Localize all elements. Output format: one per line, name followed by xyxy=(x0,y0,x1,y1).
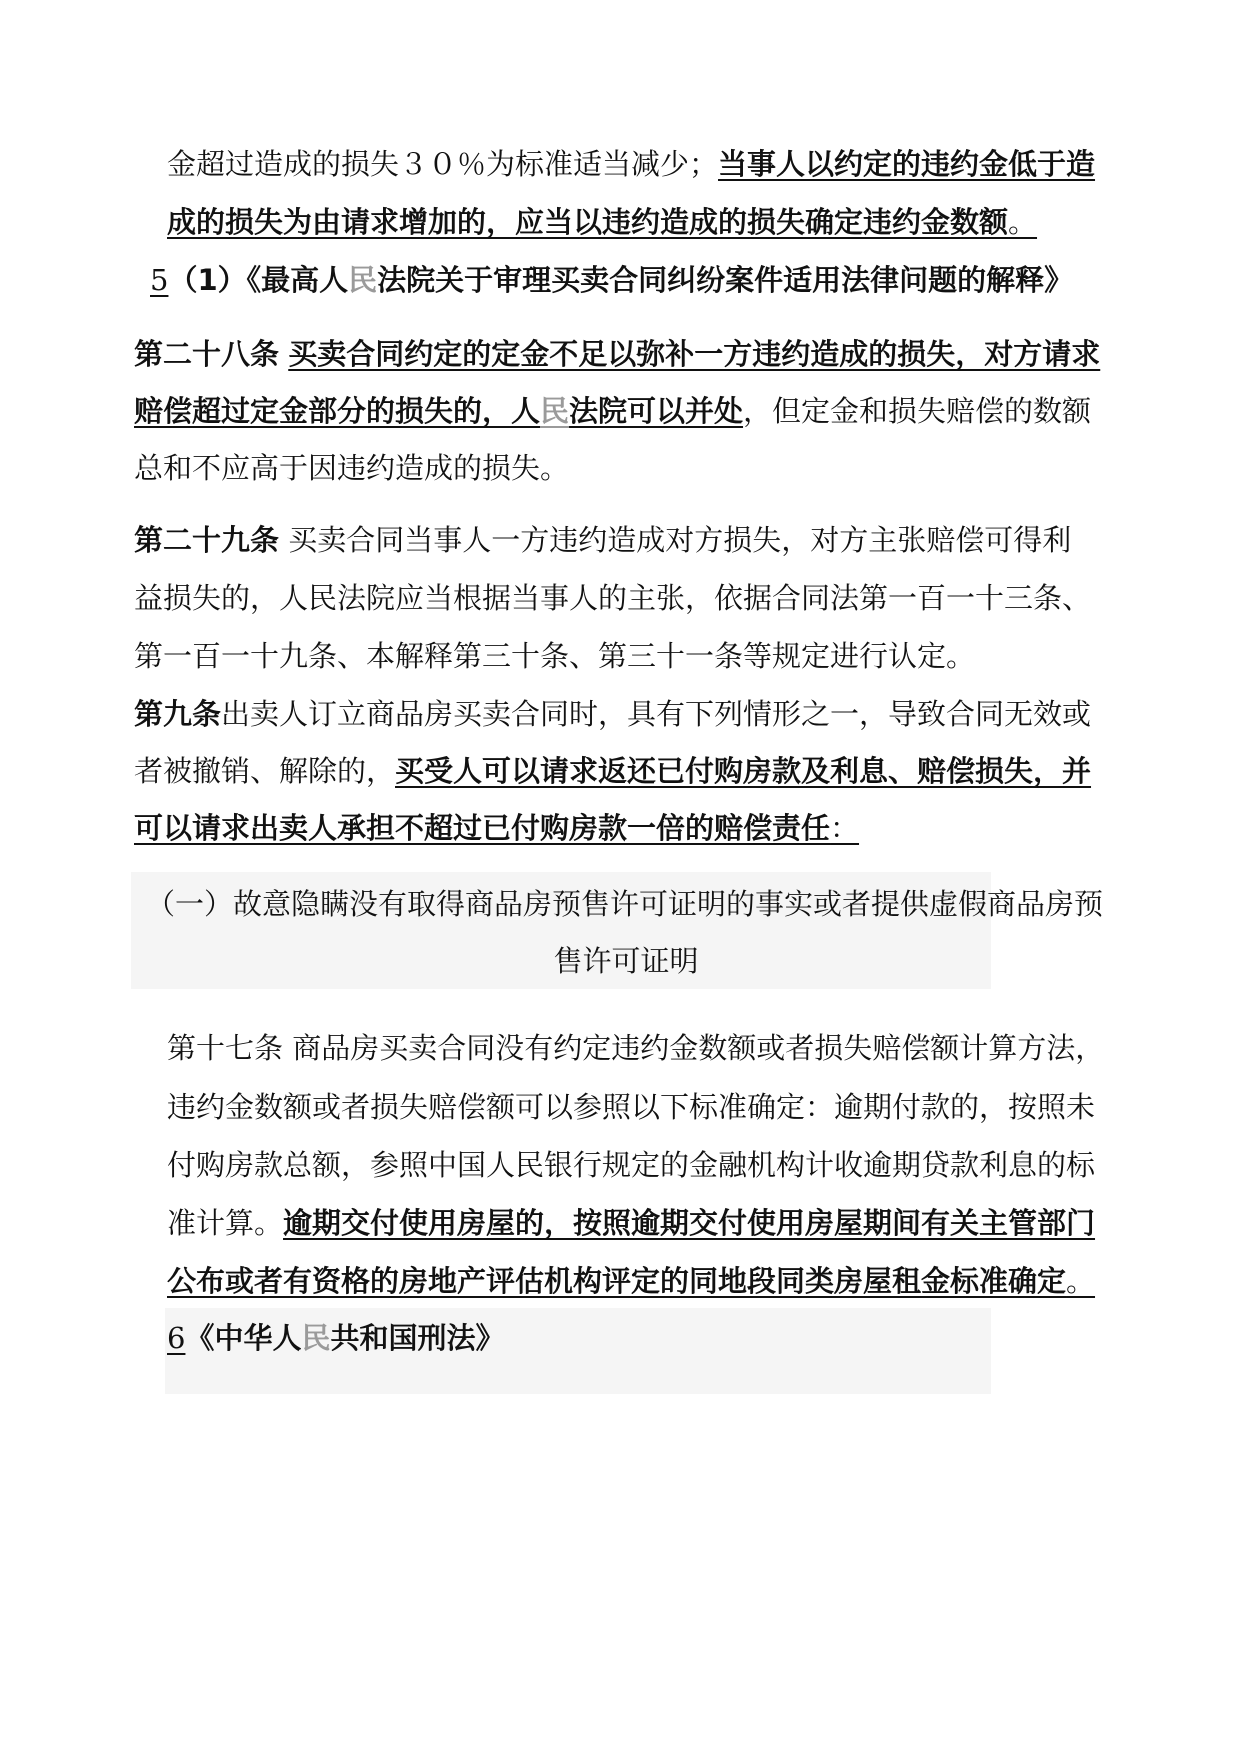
emphasis: 公布或者有资格的房地产评估机构评定的同地段同类房屋租金标准确定 xyxy=(167,1264,1067,1298)
emphasis: 买受人可以请求返还已付购房款及利息、赔偿损失，并 xyxy=(395,754,1092,788)
article-29-line2: 益损失的，人民法院应当根据当事人的主张，依据合同法第一百一十三条、 xyxy=(134,581,1092,615)
article-17-line3: 付购房款总额，参照中国人民银行规定的金融机构计收逾期贷款利息的标 xyxy=(167,1148,1096,1182)
para-continuation-line1: 金超过造成的损失３０％为标准适当减少；当事人以约定的违约金低于造 xyxy=(167,147,1096,181)
emphasis: 可以请求出卖人承担不超过已付购房款一倍的赔偿责任 xyxy=(134,811,831,845)
article-heading: 第二十八条 xyxy=(134,337,280,371)
article-28-line1 xyxy=(134,334,1100,374)
para-continuation-line2: 成的损失为由请求增加的，应当以违约造成的损失确定违约金数额。 xyxy=(167,205,1038,239)
emphasis: 成的损失为由请求增加的，应当以违约造成的损失确定违约金数额 xyxy=(167,205,1009,239)
footnote-link[interactable]: 5 xyxy=(150,263,169,297)
article-heading: 第九条 xyxy=(134,697,222,731)
article-heading: 第二十九条 xyxy=(134,523,280,557)
article-9-line3: 可以请求出卖人承担不超过已付购房款一倍的赔偿责任： xyxy=(134,811,860,845)
item-1-line2: 售许可证明 xyxy=(553,944,699,978)
section5-heading: 5（1）《最高人民法院关于审理买卖合同纠纷案件适用法律问题的解释》 xyxy=(150,263,1074,297)
emphasis: 逾期交付使用房屋的，按照逾期交付使用房屋期间有关主管部门 xyxy=(283,1206,1096,1240)
article-17-line1: 第十七条 商品房买卖合同没有约定违约金数额或者损失赔偿额计算方法， xyxy=(167,1031,1105,1065)
article-17-line4: 准计算。逾期交付使用房屋的，按照逾期交付使用房屋期间有关主管部门 xyxy=(167,1206,1096,1240)
emphasis: 买卖合同约定的定金不足以弥补一方违约造成的损失，对方请求 xyxy=(288,337,1101,371)
footnote-link[interactable]: 6 xyxy=(167,1321,186,1355)
article-29-line1: 第二十九条 买卖合同当事人一方违约造成对方损失，对方主张赔偿可得利 xyxy=(134,523,1072,557)
article-17-line2: 违约金数额或者损失赔偿额可以参照以下标准确定：逾期付款的，按照未 xyxy=(167,1090,1096,1124)
section6-heading: 6《中华人民共和国刑法》 xyxy=(167,1321,505,1355)
article-29-line3: 第一百一十九条、本解释第三十条、第三十一条等规定进行认定。 xyxy=(134,639,976,673)
article-9-line1: 第九条出卖人订立商品房买卖合同时，具有下列情形之一，导致合同无效或 xyxy=(134,697,1092,731)
article-28-line3: 总和不应高于因违约造成的损失。 xyxy=(134,451,570,485)
article-9-line2: 者被撤销、解除的，买受人可以请求返还已付购房款及利息、赔偿损失，并 xyxy=(134,754,1092,788)
article-28-line2: 赔偿超过定金部分的损失的，人民法院可以并处，但定金和损失赔偿的数额 xyxy=(134,394,1092,428)
article-17-line5: 公布或者有资格的房地产评估机构评定的同地段同类房屋租金标准确定。 xyxy=(167,1264,1096,1298)
item-1-line1: （一）故意隐瞒没有取得商品房预售许可证明的事实或者提供虚假商品房预 xyxy=(146,887,1104,921)
emphasis: 当事人以约定的违约金低于造 xyxy=(718,147,1096,181)
